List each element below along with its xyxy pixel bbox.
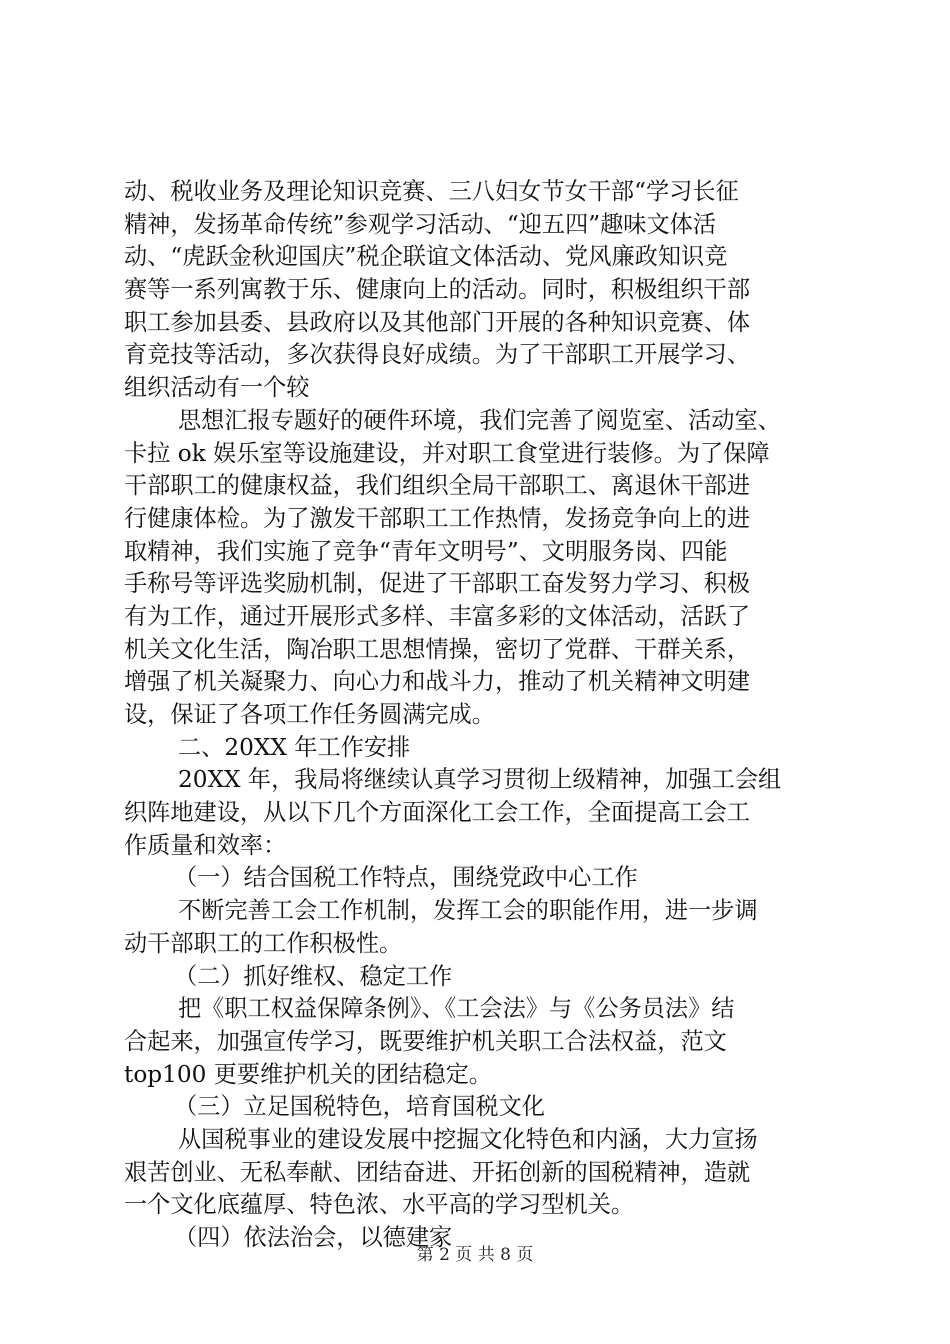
paragraph-first-line: 把《职工权益保障条例》、《工会法》与《公务员法》结 bbox=[178, 995, 735, 1023]
text-line: 育竞技等活动，多次获得良好成绩。为了干部职工开展学习、 bbox=[124, 341, 751, 369]
text-line: 取精神，我们实施了竞争“青年文明号”、文明服务岗、四能 bbox=[124, 537, 728, 565]
subsection-heading: （一）结合国税工作特点，围绕党政中心工作 bbox=[174, 864, 638, 892]
paragraph-first-line: 不断完善工会工作机制，发挥工会的职能作用，进一步调 bbox=[178, 897, 758, 925]
text-line: 行健康体检。为了激发干部职工工作热情，发扬竞争向上的进 bbox=[124, 504, 751, 532]
text-line: 职工参加县委、县政府以及其他部门开展的各种知识竞赛、体 bbox=[124, 308, 751, 336]
text-line: 手称号等评选奖励机制，促进了干部职工奋发努力学习、积极 bbox=[124, 570, 751, 598]
paragraph-first-line: 20XX 年，我局将继续认真学习贯彻上级精神，加强工会组 bbox=[178, 766, 782, 794]
page-number-footer: 第 2 页 共 8 页 bbox=[416, 1245, 534, 1265]
text-line: 机关文化生活，陶冶职工思想情操，密切了党群、干群关系， bbox=[124, 635, 751, 663]
text-line: 动干部职工的工作积极性。 bbox=[124, 929, 403, 957]
text-line: 动、“虎跃金秋迎国庆”税企联谊文体活动、党风廉政知识竞 bbox=[124, 243, 728, 271]
paragraph-first-line: 从国税事业的建设发展中挖掘文化特色和内涵，大力宣扬 bbox=[178, 1125, 758, 1153]
text-line: 增强了机关凝聚力、向心力和战斗力，推动了机关精神文明建 bbox=[124, 668, 751, 696]
text-line: 赛等一系列寓教于乐、健康向上的活动。同时，积极组织干部 bbox=[124, 276, 751, 304]
subsection-heading: （三）立足国税特色，培育国税文化 bbox=[174, 1093, 545, 1121]
text-line: 卡拉 ok 娱乐室等设施建设，并对职工食堂进行装修。为了保障 bbox=[124, 439, 770, 467]
text-line: 有为工作，通过开展形式多样、丰富多彩的文体活动，活跃了 bbox=[124, 602, 751, 630]
text-line: 织阵地建设，从以下几个方面深化工会工作，全面提高工会工 bbox=[124, 799, 751, 827]
text-line: 艰苦创业、无私奉献、团结奋进、开拓创新的国税精神，造就 bbox=[124, 1158, 751, 1186]
text-line: 精神，发扬革命传统”参观学习活动、“迎五四”趣味文体活 bbox=[124, 210, 717, 238]
text-line: 干部职工的健康权益，我们组织全局干部职工、离退休干部进 bbox=[124, 472, 751, 500]
paragraph-first-line: 思想汇报专题好的硬件环境，我们完善了阅览室、活动室、 bbox=[178, 406, 781, 434]
section-heading: 二、20XX 年工作安排 bbox=[178, 733, 411, 761]
text-line: 作质量和效率： bbox=[124, 831, 287, 859]
text-line: 组织活动有一个较 bbox=[124, 374, 310, 402]
document-body bbox=[124, 176, 836, 1255]
text-line: top100 更要维护机关的团结稳定。 bbox=[124, 1060, 492, 1088]
text-line: 动、税收业务及理论知识竞赛、三八妇女节女干部“学习长征 bbox=[124, 178, 739, 205]
text-line: 设，保证了各项工作任务圆满完成。 bbox=[124, 701, 495, 728]
subsection-heading: （二）抓好维权、稳定工作 bbox=[174, 962, 453, 990]
text-line: 一个文化底蕴厚、特色浓、水平高的学习型机关。 bbox=[124, 1191, 635, 1219]
text-line: 合起来，加强宣传学习，既要维护机关职工合法权益，范文 bbox=[124, 1027, 727, 1055]
subsection-heading: （四）依法治会，以德建家 bbox=[174, 1224, 453, 1251]
